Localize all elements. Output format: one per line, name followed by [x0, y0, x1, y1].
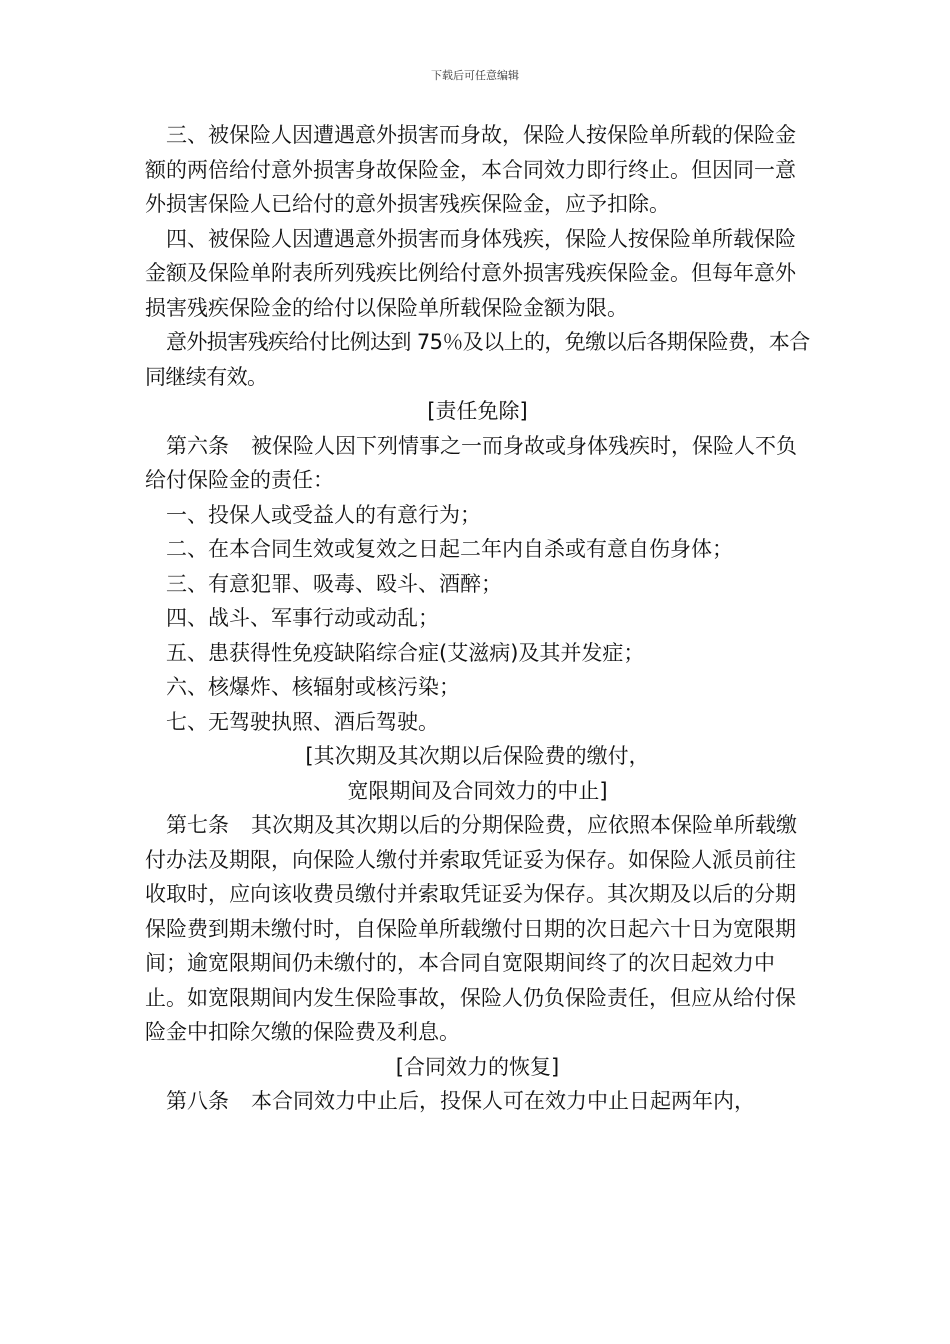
- exclusion-item: 六、核爆炸、核辐射或核污染；: [166, 675, 460, 699]
- exclusion-item: 四、战斗、军事行动或动乱；: [166, 606, 439, 630]
- article-7-text: 其次期及其次期以后的分期保险费，应依照本保险单所载缴付办法及期限，向保险人缴付并索取凭证妥为保存。如保险人派员前往收取时，应向该收费员缴付并索取凭证妥为保存。其次期及以后的分期保险费到期未缴付时，自保险单所载缴付日期的次日起六十日为宽限期间；逾宽限期间仍未缴付的，本合同自宽限期间终了的次日起效力中止。如宽限期间内发生保险事故，保险人仍负保险责任，但应从给付保险金中扣除欠缴的保险费及利息。: [145, 813, 797, 1044]
- exclusion-item: 一、投保人或受益人的有意行为；: [166, 502, 481, 527]
- document-body: [145, 118, 810, 1119]
- exclusion-item: 五、患获得性免疫缺陷综合症(艾滋病)及其并发症；: [166, 640, 645, 665]
- paragraph-article-7: [145, 808, 810, 1050]
- paragraph-premium-waiver: 意外损害残疾给付比例达到 75％及以上的，免缴以后各期保险费，本合同继续有效。: [145, 330, 810, 389]
- paragraph-article-6: [145, 429, 810, 498]
- section-heading-premium-line-2: 宽限期间及合同效力的中止]: [347, 778, 608, 803]
- exclusion-item: 七、无驾驶执照、酒后驾驶。: [166, 709, 439, 734]
- section-heading-premium-line-1: [其次期及其次期以后保险费的缴付，: [305, 744, 650, 768]
- article-7-label: 第七条: [166, 813, 229, 837]
- paragraph-article-8: [145, 1084, 810, 1119]
- article-8-label: 第八条: [166, 1089, 229, 1113]
- article-6-text: 被保险人因下列情事之一而身故或身体残疾时，保险人不负给付保险金的责任：: [145, 433, 797, 492]
- article-6-label: 第六条: [166, 433, 229, 458]
- section-heading-exemption: [责任免除]: [427, 399, 528, 423]
- paragraph-article-5-item-4: 四、被保险人因遭遇意外损害而身体残疾，保险人按保险单所载保险金额及保险单附表所列残疾比例给付意外损害残疾保险金。但每年意外损害残疾保险金的给付以保险单所载保险金额为限。: [145, 226, 796, 320]
- exclusion-item: 二、在本合同生效或复效之日起二年内自杀或有意自伤身体；: [166, 537, 733, 561]
- article-8-text: 本合同效力中止后，投保人可在效力中止日起两年内，: [251, 1089, 755, 1113]
- section-heading-restore: [合同效力的恢复]: [395, 1054, 560, 1079]
- paragraph-article-5-item-3: 三、被保险人因遭遇意外损害而身故，保险人按保险单所载的保险金额的两倍给付意外损害身故保险金，本合同效力即行终止。但因同一意外损害保险人已给付的意外损害残疾保险金，应予扣除。: [145, 123, 796, 216]
- exclusion-item: 三、有意犯罪、吸毒、殴斗、酒醉；: [166, 571, 502, 596]
- page-header: 下载后可任意编辑: [431, 69, 519, 82]
